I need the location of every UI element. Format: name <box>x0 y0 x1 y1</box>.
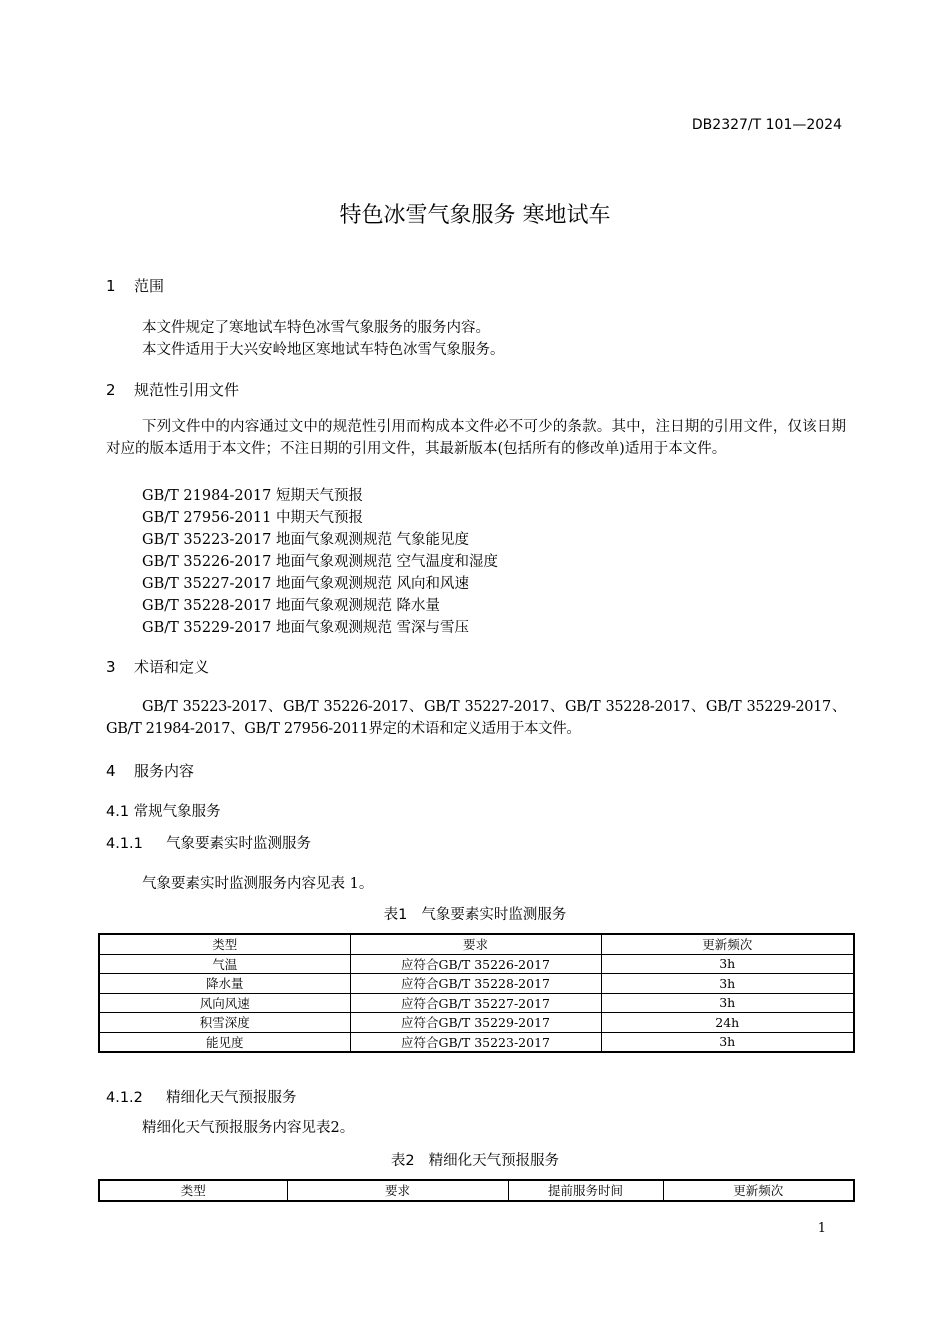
section-3-heading <box>106 656 209 677</box>
section-number: 3 <box>106 658 116 676</box>
table-cell: 3h <box>601 974 854 994</box>
reference-item: GB/T 35226-2017 地面气象观测规范 空气温度和湿度 <box>142 554 499 570</box>
caption-number: 表1 <box>383 907 408 923</box>
table-cell: 3h <box>601 1032 854 1052</box>
document-title: 特色冰雪气象服务 寒地试车 <box>339 203 611 228</box>
table-cell: 3h <box>601 954 854 974</box>
caption-title: 精细化天气预报服务 <box>428 1153 560 1169</box>
section-title: 术语和定义 <box>134 658 210 676</box>
table-2-caption <box>0 1149 950 1170</box>
reference-item: GB/T 35227-2017 地面气象观测规范 风向和风速 <box>142 576 470 592</box>
column-header: 要求 <box>287 1180 508 1201</box>
paragraph: 气象要素实时监测服务内容见表 1。 <box>142 876 374 892</box>
section-number: 2 <box>106 381 116 399</box>
section-title: 范围 <box>134 277 165 295</box>
column-header: 更新频次 <box>601 934 854 954</box>
paragraph: 下列文件中的内容通过文中的规范性引用而构成本文件必不可少的条款。其中，注日期的引用文件，仅该日期对应的版本适用于本文件；不注日期的引用文件，其最新版本(包括所有的修改单)适用于本文件。 <box>106 419 846 457</box>
table-header-row <box>99 1180 854 1201</box>
table-row <box>99 993 854 1013</box>
table-cell: 积雪深度 <box>99 1013 350 1033</box>
section-4-heading <box>106 760 194 781</box>
caption-title: 气象要素实时监测服务 <box>421 907 567 923</box>
paragraph: GB/T 35223-2017、GB/T 35226-2017、GB/T 35227-2017、GB/T 35228-2017、GB/T 35229-2017、GB/T 21984-2017、GB/T 27956-2011界定的术语和定义适用于本文件。 <box>106 699 846 737</box>
column-header: 更新频次 <box>663 1180 854 1201</box>
table-row <box>99 1032 854 1052</box>
table-1-caption <box>0 903 950 924</box>
table-cell: 应符合GB/T 35228-2017 <box>350 974 601 994</box>
reference-item: GB/T 27956-2011 中期天气预报 <box>142 510 363 526</box>
column-header: 要求 <box>350 934 601 954</box>
section-number: 4 <box>106 762 116 780</box>
reference-item: GB/T 35223-2017 地面气象观测规范 气象能见度 <box>142 532 470 548</box>
table-cell: 3h <box>601 993 854 1013</box>
section-number: 1 <box>106 277 116 295</box>
paragraph: 本文件适用于大兴安岭地区寒地试车特色冰雪气象服务。 <box>142 342 505 358</box>
table-cell: 风向风速 <box>99 993 350 1013</box>
section-1-heading <box>106 275 164 296</box>
column-header: 类型 <box>99 934 350 954</box>
table-cell: 应符合GB/T 35226-2017 <box>350 954 601 974</box>
reference-item: GB/T 21984-2017 短期天气预报 <box>142 488 363 504</box>
caption-number: 表2 <box>390 1153 415 1169</box>
subsubsection-heading <box>106 1086 297 1107</box>
section-number: 4.1.2 <box>106 1090 143 1106</box>
column-header: 提前服务时间 <box>508 1180 663 1201</box>
section-title: 服务内容 <box>134 762 195 780</box>
table-cell: 能见度 <box>99 1032 350 1052</box>
table-cell: 气温 <box>99 954 350 974</box>
table-row <box>99 974 854 994</box>
section-2-heading <box>106 379 239 400</box>
paragraph: 本文件规定了寒地试车特色冰雪气象服务的服务内容。 <box>142 320 490 336</box>
paragraph: 精细化天气预报服务内容见表2。 <box>142 1120 355 1136</box>
table-cell: 降水量 <box>99 974 350 994</box>
table-cell: 应符合GB/T 35229-2017 <box>350 1013 601 1033</box>
column-header: 类型 <box>99 1180 287 1201</box>
table-cell: 24h <box>601 1013 854 1033</box>
section-title: 规范性引用文件 <box>134 381 240 399</box>
table-header-row <box>99 934 854 954</box>
subsubsection-heading <box>106 832 311 853</box>
section-number: 4.1.1 <box>106 836 143 852</box>
reference-item: GB/T 35229-2017 地面气象观测规范 雪深与雪压 <box>142 620 470 636</box>
subsection-heading: 4.1 常规气象服务 <box>106 804 221 820</box>
table-cell: 应符合GB/T 35223-2017 <box>350 1032 601 1052</box>
page-number: 1 <box>817 1221 826 1236</box>
table-row <box>99 1013 854 1033</box>
section-title: 精细化天气预报服务 <box>166 1090 297 1106</box>
document-number: DB2327/T 101—2024 <box>691 117 842 133</box>
table-2 <box>98 1179 855 1202</box>
table-row <box>99 954 854 974</box>
table-cell: 应符合GB/T 35227-2017 <box>350 993 601 1013</box>
table-1 <box>98 933 855 1053</box>
reference-item: GB/T 35228-2017 地面气象观测规范 降水量 <box>142 598 441 614</box>
section-title: 气象要素实时监测服务 <box>166 836 311 852</box>
